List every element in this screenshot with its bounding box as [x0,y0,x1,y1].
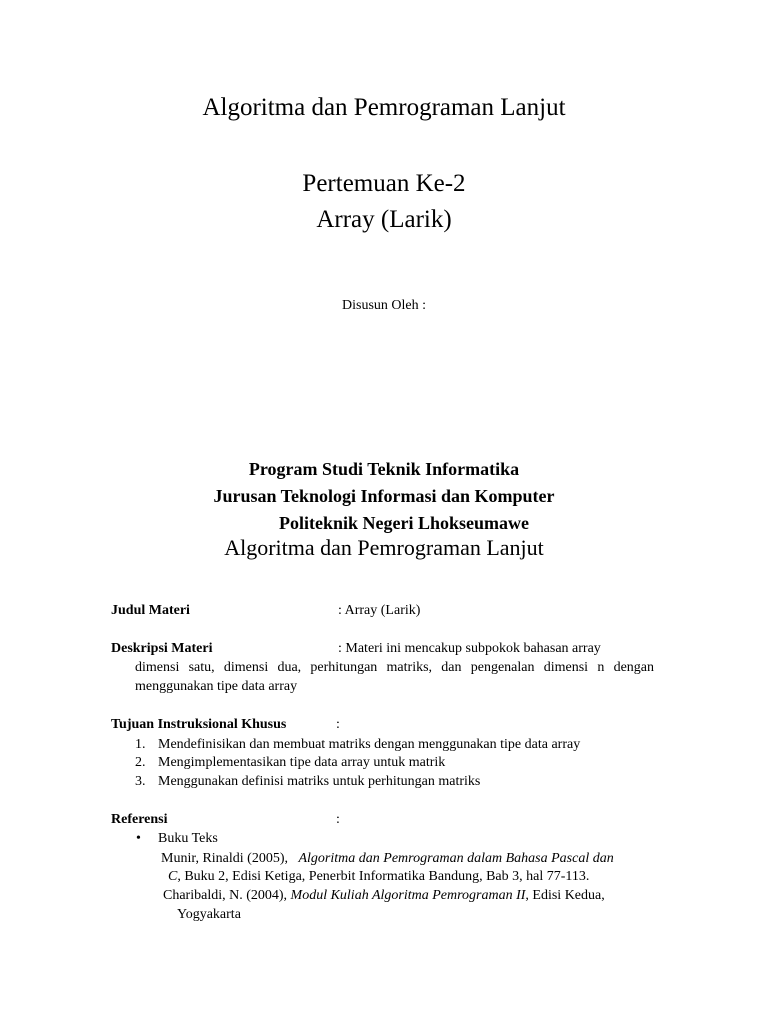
deskripsi-line3: menggunakan tipe data array [135,679,298,694]
tujuan-item-text: Menggunakan definisi matriks untuk perhitungan matriks [158,774,481,789]
referensi-label: Referensi [111,812,168,827]
deskripsi-line2: dimensi satu, dimensi dua, perhitungan matriks, dan pengenalan dimensi n dengan [135,660,654,675]
reference-1-line2 [168,867,589,886]
reference-1-prefix: Munir, Rinaldi (2005), [161,851,288,866]
reference-2-city: Yogyakarta [177,907,241,922]
course-title: Algoritma dan Pemrograman Lanjut [202,94,566,121]
tujuan-item-num: 3. [135,774,146,789]
author-label: Disusun Oleh : [342,298,426,313]
department-name: Jurusan Teknologi Informasi dan Komputer [213,486,555,506]
tujuan-item-num: 2. [135,755,146,770]
judul-label: Judul Materi [111,603,190,618]
reference-2-line1 [163,886,605,905]
tujuan-item-num: 1. [135,737,146,752]
referensi-colon: : [336,812,340,827]
reference-2-title: Modul Kuliah Algoritma Pemrograman II [290,888,526,903]
judul-value: : Array (Larik) [338,603,421,618]
deskripsi-label: Deskripsi Materi [111,641,213,656]
tujuan-item-text: Mendefinisikan dan membuat matriks dengan menggunakan tipe data array [158,737,581,752]
reference-1-title-end: C [168,869,178,884]
reference-2-prefix: Charibaldi, N. (2004), [163,888,288,903]
deskripsi-line1: : Materi ini mencakup subpokok bahasan array [338,641,601,656]
institution-name: Politeknik Negeri Lhokseumawe [279,513,529,533]
bullet-icon: • [136,831,141,846]
reference-1-details: , Buku 2, Edisi Ketiga, Penerbit Informatika Bandung, Bab 3, hal 77-113. [177,869,590,884]
meeting-title: Pertemuan Ke-2 [302,170,466,197]
tujuan-label: Tujuan Instruksional Khusus [111,717,287,732]
tujuan-colon: : [336,717,340,732]
topic-title: Array (Larik) [316,206,452,233]
bullet-item-text: Buku Teks [158,831,218,846]
reference-1-title: Algoritma dan Pemrograman dalam Bahasa Pascal dan [298,851,614,866]
reference-2-details: , Edisi Kedua, [525,888,605,903]
tujuan-item-text: Mengimplementasikan tipe data array untuk matrik [158,755,446,770]
section-title: Algoritma dan Pemrograman Lanjut [224,535,544,560]
reference-1-line1 [161,849,614,868]
program-name: Program Studi Teknik Informatika [248,459,520,479]
